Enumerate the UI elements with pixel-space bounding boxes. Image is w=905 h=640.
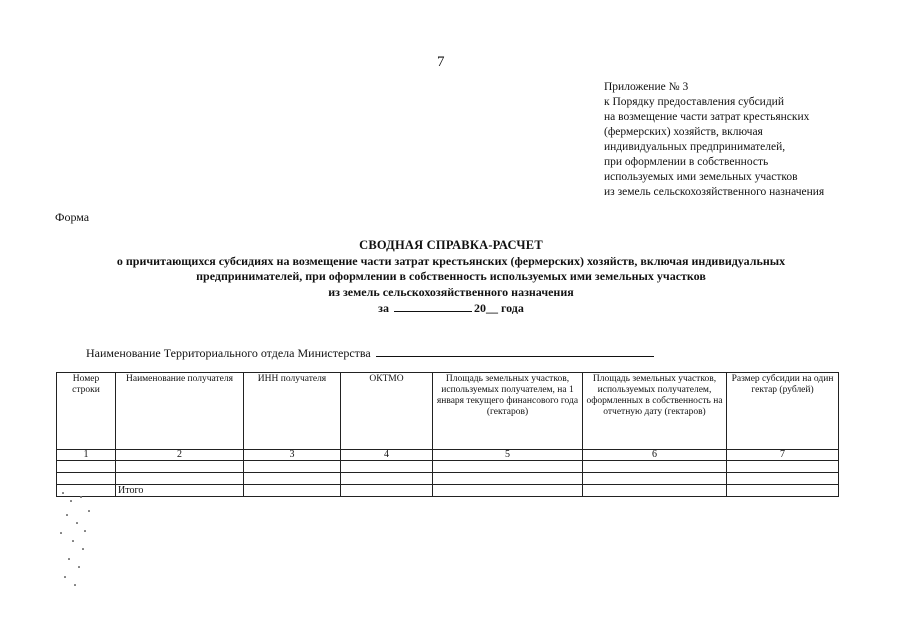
table-cell[interactable] <box>727 485 839 497</box>
department-label: Наименование Территориального отдела Министерства <box>86 346 371 360</box>
column-number-row <box>57 450 839 461</box>
table-cell[interactable] <box>583 485 727 497</box>
table-cell[interactable] <box>583 461 727 473</box>
column-header: Площадь земельных участков, используемых получателем, оформленных в собственность на отчетную дату (гектаров) <box>583 373 727 450</box>
column-number: 1 <box>57 450 116 461</box>
scan-speck <box>64 576 66 578</box>
table-cell[interactable] <box>57 461 116 473</box>
column-header: Площадь земельных участков, используемых получателем, на 1 января текущего финансового года (гектаров) <box>433 373 583 450</box>
table-cell[interactable] <box>727 473 839 485</box>
table-row <box>57 461 839 473</box>
table-cell[interactable] <box>244 485 341 497</box>
table-cell[interactable] <box>244 461 341 473</box>
scan-speck <box>80 496 82 498</box>
total-row <box>57 485 839 497</box>
scan-speck <box>72 540 74 542</box>
appendix-line: (фермерских) хозяйств, включая <box>604 126 763 138</box>
appendix-line: на возмещение части затрат крестьянских <box>604 111 810 123</box>
form-label: Форма <box>55 210 90 224</box>
column-header: ОКТМО <box>341 373 433 450</box>
appendix-line: к Порядку предоставления субсидий <box>604 96 784 108</box>
column-number: 3 <box>244 450 341 461</box>
table-cell[interactable] <box>116 461 244 473</box>
column-header: ИНН получателя <box>244 373 341 450</box>
page-number: 7 <box>437 54 445 70</box>
table-cell[interactable] <box>341 473 433 485</box>
scan-specks <box>58 486 104 596</box>
table-cell[interactable] <box>433 461 583 473</box>
column-header: Номер строки <box>57 373 116 450</box>
scan-speck <box>84 530 86 532</box>
table-cell[interactable] <box>57 473 116 485</box>
scan-speck <box>82 548 84 550</box>
appendix-line: из земель сельскохозяйственного назначения <box>604 186 825 198</box>
scan-speck <box>60 532 62 534</box>
period-prefix: за <box>378 301 389 315</box>
scan-speck <box>76 522 78 524</box>
scan-speck <box>74 584 76 586</box>
appendix-note <box>604 80 900 200</box>
column-header: Размер субсидии на один гектар (рублей) <box>727 373 839 450</box>
column-header: Наименование получателя <box>116 373 244 450</box>
scan-speck <box>88 510 90 512</box>
table-cell[interactable] <box>727 461 839 473</box>
column-number: 4 <box>341 450 433 461</box>
table-cell[interactable] <box>583 473 727 485</box>
table-cell[interactable] <box>433 473 583 485</box>
scan-speck <box>66 514 68 516</box>
department-blank-field[interactable] <box>376 345 654 357</box>
title-main: СВОДНАЯ СПРАВКА-РАСЧЕТ <box>359 238 543 252</box>
column-number: 6 <box>583 450 727 461</box>
document-title <box>30 238 872 317</box>
total-label: Итого <box>116 485 244 497</box>
scan-speck <box>70 500 72 502</box>
table-row <box>57 473 839 485</box>
column-number: 2 <box>116 450 244 461</box>
title-line: о причитающихся субсидиях на возмещение части затрат крестьянских (фермерских) хозяйств, включая индивидуальных <box>116 253 786 268</box>
column-number: 5 <box>433 450 583 461</box>
scan-speck <box>68 558 70 560</box>
title-line: предпринимателей, при оформлении в собственность используемых ими земельных участков <box>196 269 706 283</box>
period-blank-field[interactable] <box>394 300 472 312</box>
table-header-row <box>57 373 839 450</box>
period-line <box>30 300 872 317</box>
subsidy-table <box>56 372 839 497</box>
scan-speck <box>62 492 64 494</box>
title-line: из земель сельскохозяйственного назначения <box>328 284 574 299</box>
appendix-line: при оформлении в собственность <box>604 156 769 168</box>
column-number: 7 <box>727 450 839 461</box>
table-cell[interactable] <box>341 485 433 497</box>
period-year: 20__ года <box>473 301 524 315</box>
department-line <box>86 345 654 361</box>
scan-speck <box>78 566 80 568</box>
table-cell[interactable] <box>433 485 583 497</box>
table-cell[interactable] <box>341 461 433 473</box>
table-cell[interactable] <box>116 473 244 485</box>
appendix-line: индивидуальных предпринимателей, <box>604 141 786 153</box>
table-cell[interactable] <box>244 473 341 485</box>
appendix-line: используемых ими земельных участков <box>604 171 798 183</box>
appendix-line: Приложение № 3 <box>604 81 689 93</box>
